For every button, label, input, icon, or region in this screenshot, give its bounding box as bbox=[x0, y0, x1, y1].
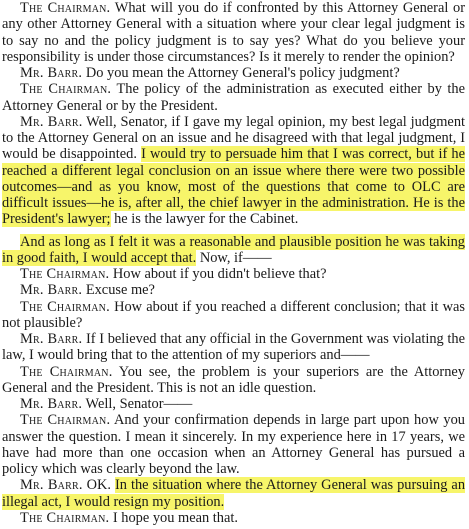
speaker-label: Mr. Barr. bbox=[20, 113, 83, 130]
statement-text: How about if you reached a different conclusion; that it was not plausible? bbox=[2, 298, 465, 331]
statement-text: Well, Senator—— bbox=[82, 396, 193, 412]
speaker-label: The Chairman. bbox=[20, 509, 110, 526]
speaker-label: Mr. Barr. bbox=[20, 282, 83, 299]
transcript-paragraph bbox=[2, 331, 465, 364]
speaker-label: Mr. Barr. bbox=[20, 396, 83, 412]
transcript-paragraph bbox=[2, 477, 465, 510]
highlighted-text: I would try to persuade him that I was correct, but if he reached a different legal conclusion on an issue where there were two possible outcomes—and as you know, most of the questions that come to OLC are difficult issues—he is, after all, the chief lawyer in the administration. He is the President's lawyer; bbox=[2, 146, 465, 228]
statement-text: Excuse me? bbox=[82, 282, 155, 299]
highlighted-text: In the situation where the Attorney General was pursuing an illegal act, I would resign my position. bbox=[2, 477, 466, 510]
statement-text: Well, Senator, if I gave my legal opinion, my best legal judgment to the Attorney General on an issue and he disagreed with that legal judgment, I would be disappointed. bbox=[2, 113, 466, 163]
highlighted-text: And as long as I felt it was a reasonable and plausible position he was taking in good faith, I would accept that. bbox=[2, 233, 465, 266]
transcript-paragraph bbox=[2, 0, 465, 65]
transcript-paragraph bbox=[2, 396, 465, 412]
speaker-label: The Chairman. bbox=[20, 363, 113, 380]
hearing-transcript-page bbox=[2, 0, 465, 526]
transcript-paragraph bbox=[2, 266, 465, 282]
statement-text: You see, the problem is your superiors are the Attorney General and the President. This is not an idle question. bbox=[2, 363, 465, 396]
transcript-paragraph bbox=[2, 81, 465, 114]
transcript-paragraph bbox=[2, 299, 465, 332]
statement-text: OK. bbox=[82, 477, 115, 494]
transcript-paragraph bbox=[2, 65, 465, 81]
statement-text: What will you do if confronted by this Attorney General or any other Attorney General with a situation where your clear legal judgment is to say no and the policy judgment is to say yes? What do you believe your responsibility is under those circumstances? Is it merely to render the opinion? bbox=[2, 0, 465, 65]
speaker-label: Mr. Barr. bbox=[20, 65, 83, 81]
transcript-paragraph bbox=[2, 412, 465, 477]
speaker-label: The Chairman. bbox=[20, 412, 111, 429]
transcript-paragraph bbox=[2, 234, 465, 267]
transcript-paragraph bbox=[2, 114, 465, 228]
statement-text: he is the lawyer for the Cabinet. bbox=[110, 211, 299, 228]
statement-text: Now, if—— bbox=[196, 249, 272, 266]
statement-text: Do you mean the Attorney General's policy judgment? bbox=[82, 65, 400, 81]
statement-text: I hope you mean that. bbox=[109, 509, 238, 526]
statement-text: And your confirmation depends in large part upon how you answer the question. I mean it sincerely. In my experience here in 17 years, we have had more than one occasion when an Attorney General has pursued a policy which was clearly beyond the law. bbox=[2, 412, 465, 477]
statement-text: How about if you didn't believe that? bbox=[109, 266, 327, 282]
transcript-paragraph bbox=[2, 510, 465, 526]
speaker-label: Mr. Barr. bbox=[20, 477, 83, 494]
statement-text: If I believed that any official in the Government was violating the law, I would bring that to the attention of my superiors and—— bbox=[2, 331, 465, 364]
transcript-paragraph bbox=[2, 282, 465, 298]
statement-text: The policy of the administration as executed either by the Attorney General or by the President. bbox=[2, 81, 465, 114]
speaker-label: The Chairman. bbox=[20, 0, 111, 16]
transcript-paragraph bbox=[2, 364, 465, 397]
speaker-label: The Chairman. bbox=[20, 266, 110, 282]
speaker-label: The Chairman. bbox=[20, 81, 112, 98]
speaker-label: Mr. Barr. bbox=[20, 331, 83, 347]
speaker-label: The Chairman. bbox=[20, 298, 110, 315]
